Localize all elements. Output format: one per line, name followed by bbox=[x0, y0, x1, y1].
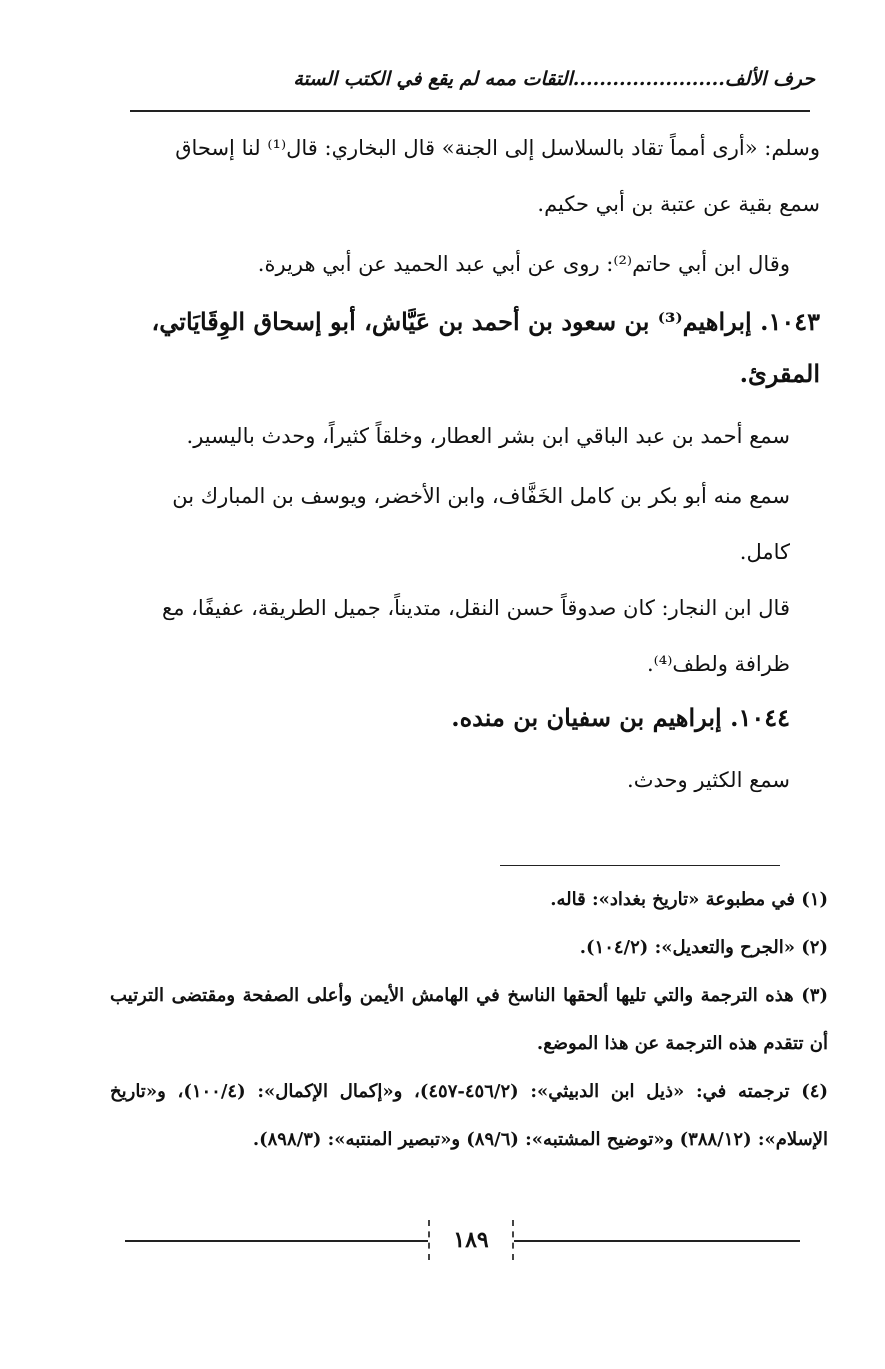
paragraph-3: سمع أحمد بن عبد الباقي ابن بشر العطار، وخلقاً كثيراً، وحدث باليسير. bbox=[186, 424, 790, 448]
paragraph-6: سمع الكثير وحدث. bbox=[627, 768, 790, 792]
footnote-2: (٢) «الجرح والتعديل»: (١٠٤/٢). bbox=[579, 937, 828, 958]
paragraph-2: وقال ابن أبي حاتم⁽²⁾: روى عن أبي عبد الحميد عن أبي هريرة. bbox=[257, 252, 790, 276]
paragraph-5: قال ابن النجار: كان صدوقاً حسن النقل، متديناً، جميل الطريقة، عفيفًا، مع ظرافة ولطف⁽⁴⁾. bbox=[162, 596, 790, 676]
footnote-3: (٣) هذه الترجمة والتي تليها ألحقها الناسخ في الهامش الأيمن وأعلى الصفحة ومقتضى الترتيب أن تتقدم هذه الترجمة عن هذا الموضع. bbox=[110, 985, 828, 1054]
footnote-4: (٤) ترجمته في: «ذيل ابن الدبيثي»: (٤٥٦/٢-٤٥٧)، و«إكمال الإكمال»: (١٠٠/٤)، و«تاريخ الإسلام»: (٣٨٨/١٢) و«توضيح المشتبه»: (٨٩/٦) و«تبصير المنتبه»: (٨٩٨/٣). bbox=[110, 1081, 828, 1150]
footnote-1: (١) في مطبوعة «تاريخ بغداد»: قاله. bbox=[550, 889, 828, 910]
header-rule bbox=[130, 110, 810, 112]
running-header: حرف الألف.......................التقات ممه لم يقع في الكتب الستة bbox=[293, 68, 815, 90]
page-number: ١٨٩ bbox=[428, 1220, 514, 1260]
footnotes-block bbox=[110, 876, 828, 1164]
entry-1043-heading: ١٠٤٣. إبراهيم⁽³⁾ بن سعود بن أحمد بن عَيَّاش، أبو إسحاق الوِقَايَاتي، المقرئ. bbox=[151, 307, 820, 388]
paragraph-1: وسلم: «أرى أمماً تقاد بالسلاسل إلى الجنة» قال البخاري: قال⁽¹⁾ لنا إسحاق سمع بقية عن عتبة بن أبي حكيم. bbox=[175, 136, 820, 216]
entry-1044-heading: ١٠٤٤. إبراهيم بن سفيان بن منده. bbox=[451, 703, 790, 732]
footnote-separator bbox=[500, 865, 780, 866]
paragraph-4: سمع منه أبو بكر بن كامل الخَفَّاف، وابن الأخضر، ويوسف بن المبارك بن كامل. bbox=[172, 484, 790, 564]
